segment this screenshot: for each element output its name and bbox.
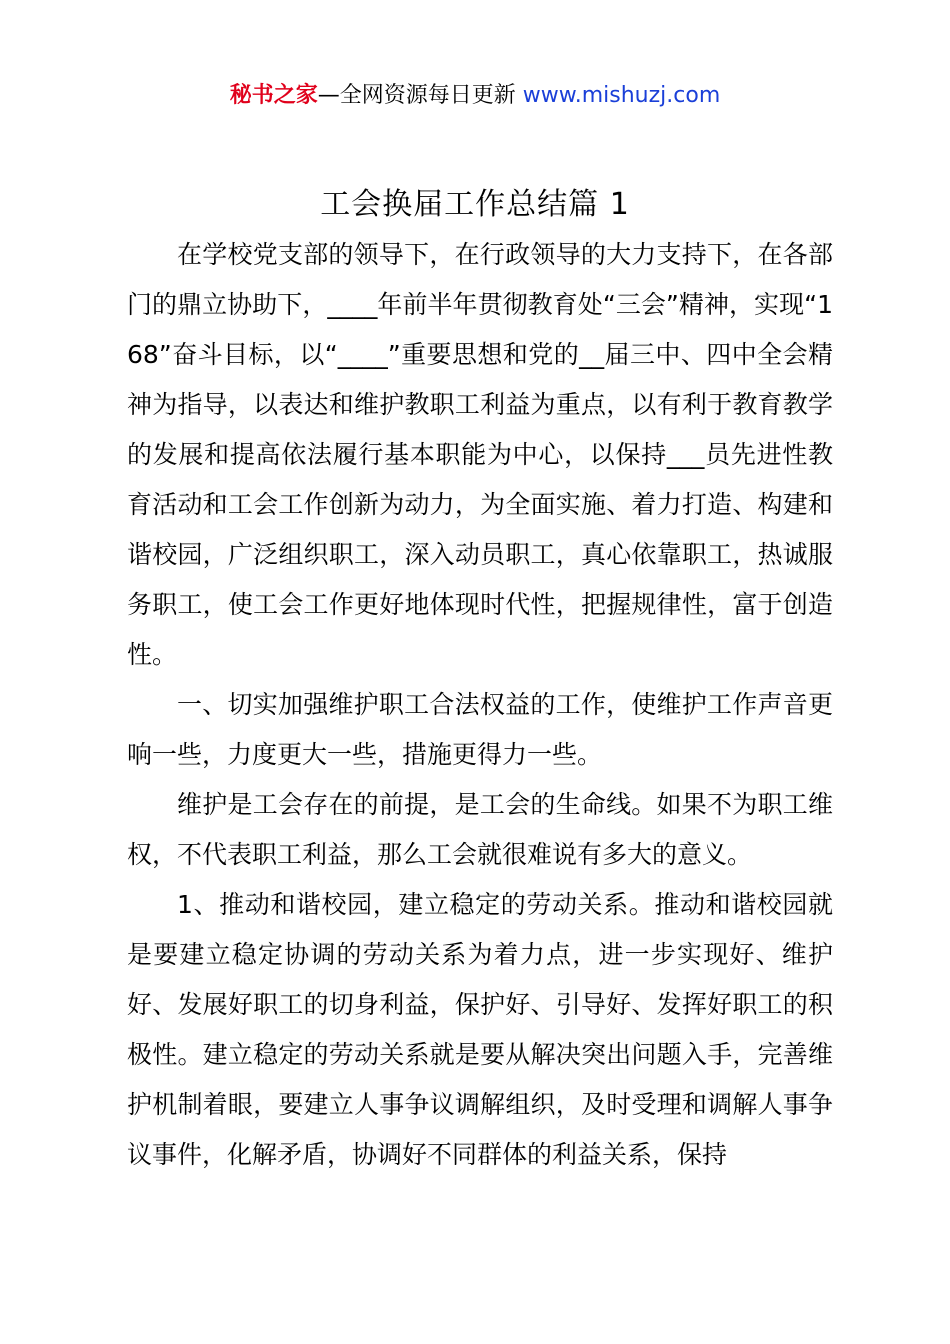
paragraph-harmonious-campus: 1、推动和谐校园，建立稳定的劳动关系。推动和谐校园就是要建立稳定协调的劳动关系为着力点，进一步实现好、维护好、发展好职工的切身利益，保护好、引导好、发挥好职工的积极性。建立稳定的劳动关系就是要从解决突出问题入手，完善维护机制着眼，要建立人事争议调解组织，及时受理和调解人事争议事件，化解矛盾，协调好不同群体的利益关系，保持	[127, 890, 833, 1169]
paragraph-rights-importance: 维护是工会存在的前提，是工会的生命线。如果不为职工维权，不代表职工利益，那么工会就很难说有多大的意义。	[127, 790, 833, 869]
document-body	[127, 230, 833, 1180]
site-url-link[interactable]: www.mishuzj.com	[522, 83, 721, 108]
document-title: 工会换届工作总结篇 1	[320, 187, 630, 222]
brand-name: 秘书之家	[229, 83, 318, 108]
paragraph-intro: 在学校党支部的领导下，在行政领导的大力支持下，在各部门的鼎立协助下，____年前半年贯彻教育处“三会”精神，实现“168”奋斗目标，以“____”重要思想和党的__届三中、四中全会精神为指导，以表达和维护教职工利益为重点，以有利于教育教学的发展和提高依法履行基本职能为中心，以保持___员先进性教育活动和工会工作创新为动力，为全面实施、着力打造、构建和谐校园，广泛组织职工，深入动员职工，真心依靠职工，热诚服务职工，使工会工作更好地体现时代性，把握规律性，富于创造性。	[127, 240, 833, 669]
header-tagline: —全网资源每日更新	[317, 83, 523, 108]
paragraph-section-one-heading: 一、切实加强维护职工合法权益的工作，使维护工作声音更响一些，力度更大一些，措施更得力一些。	[127, 690, 833, 769]
site-header	[0, 80, 950, 112]
